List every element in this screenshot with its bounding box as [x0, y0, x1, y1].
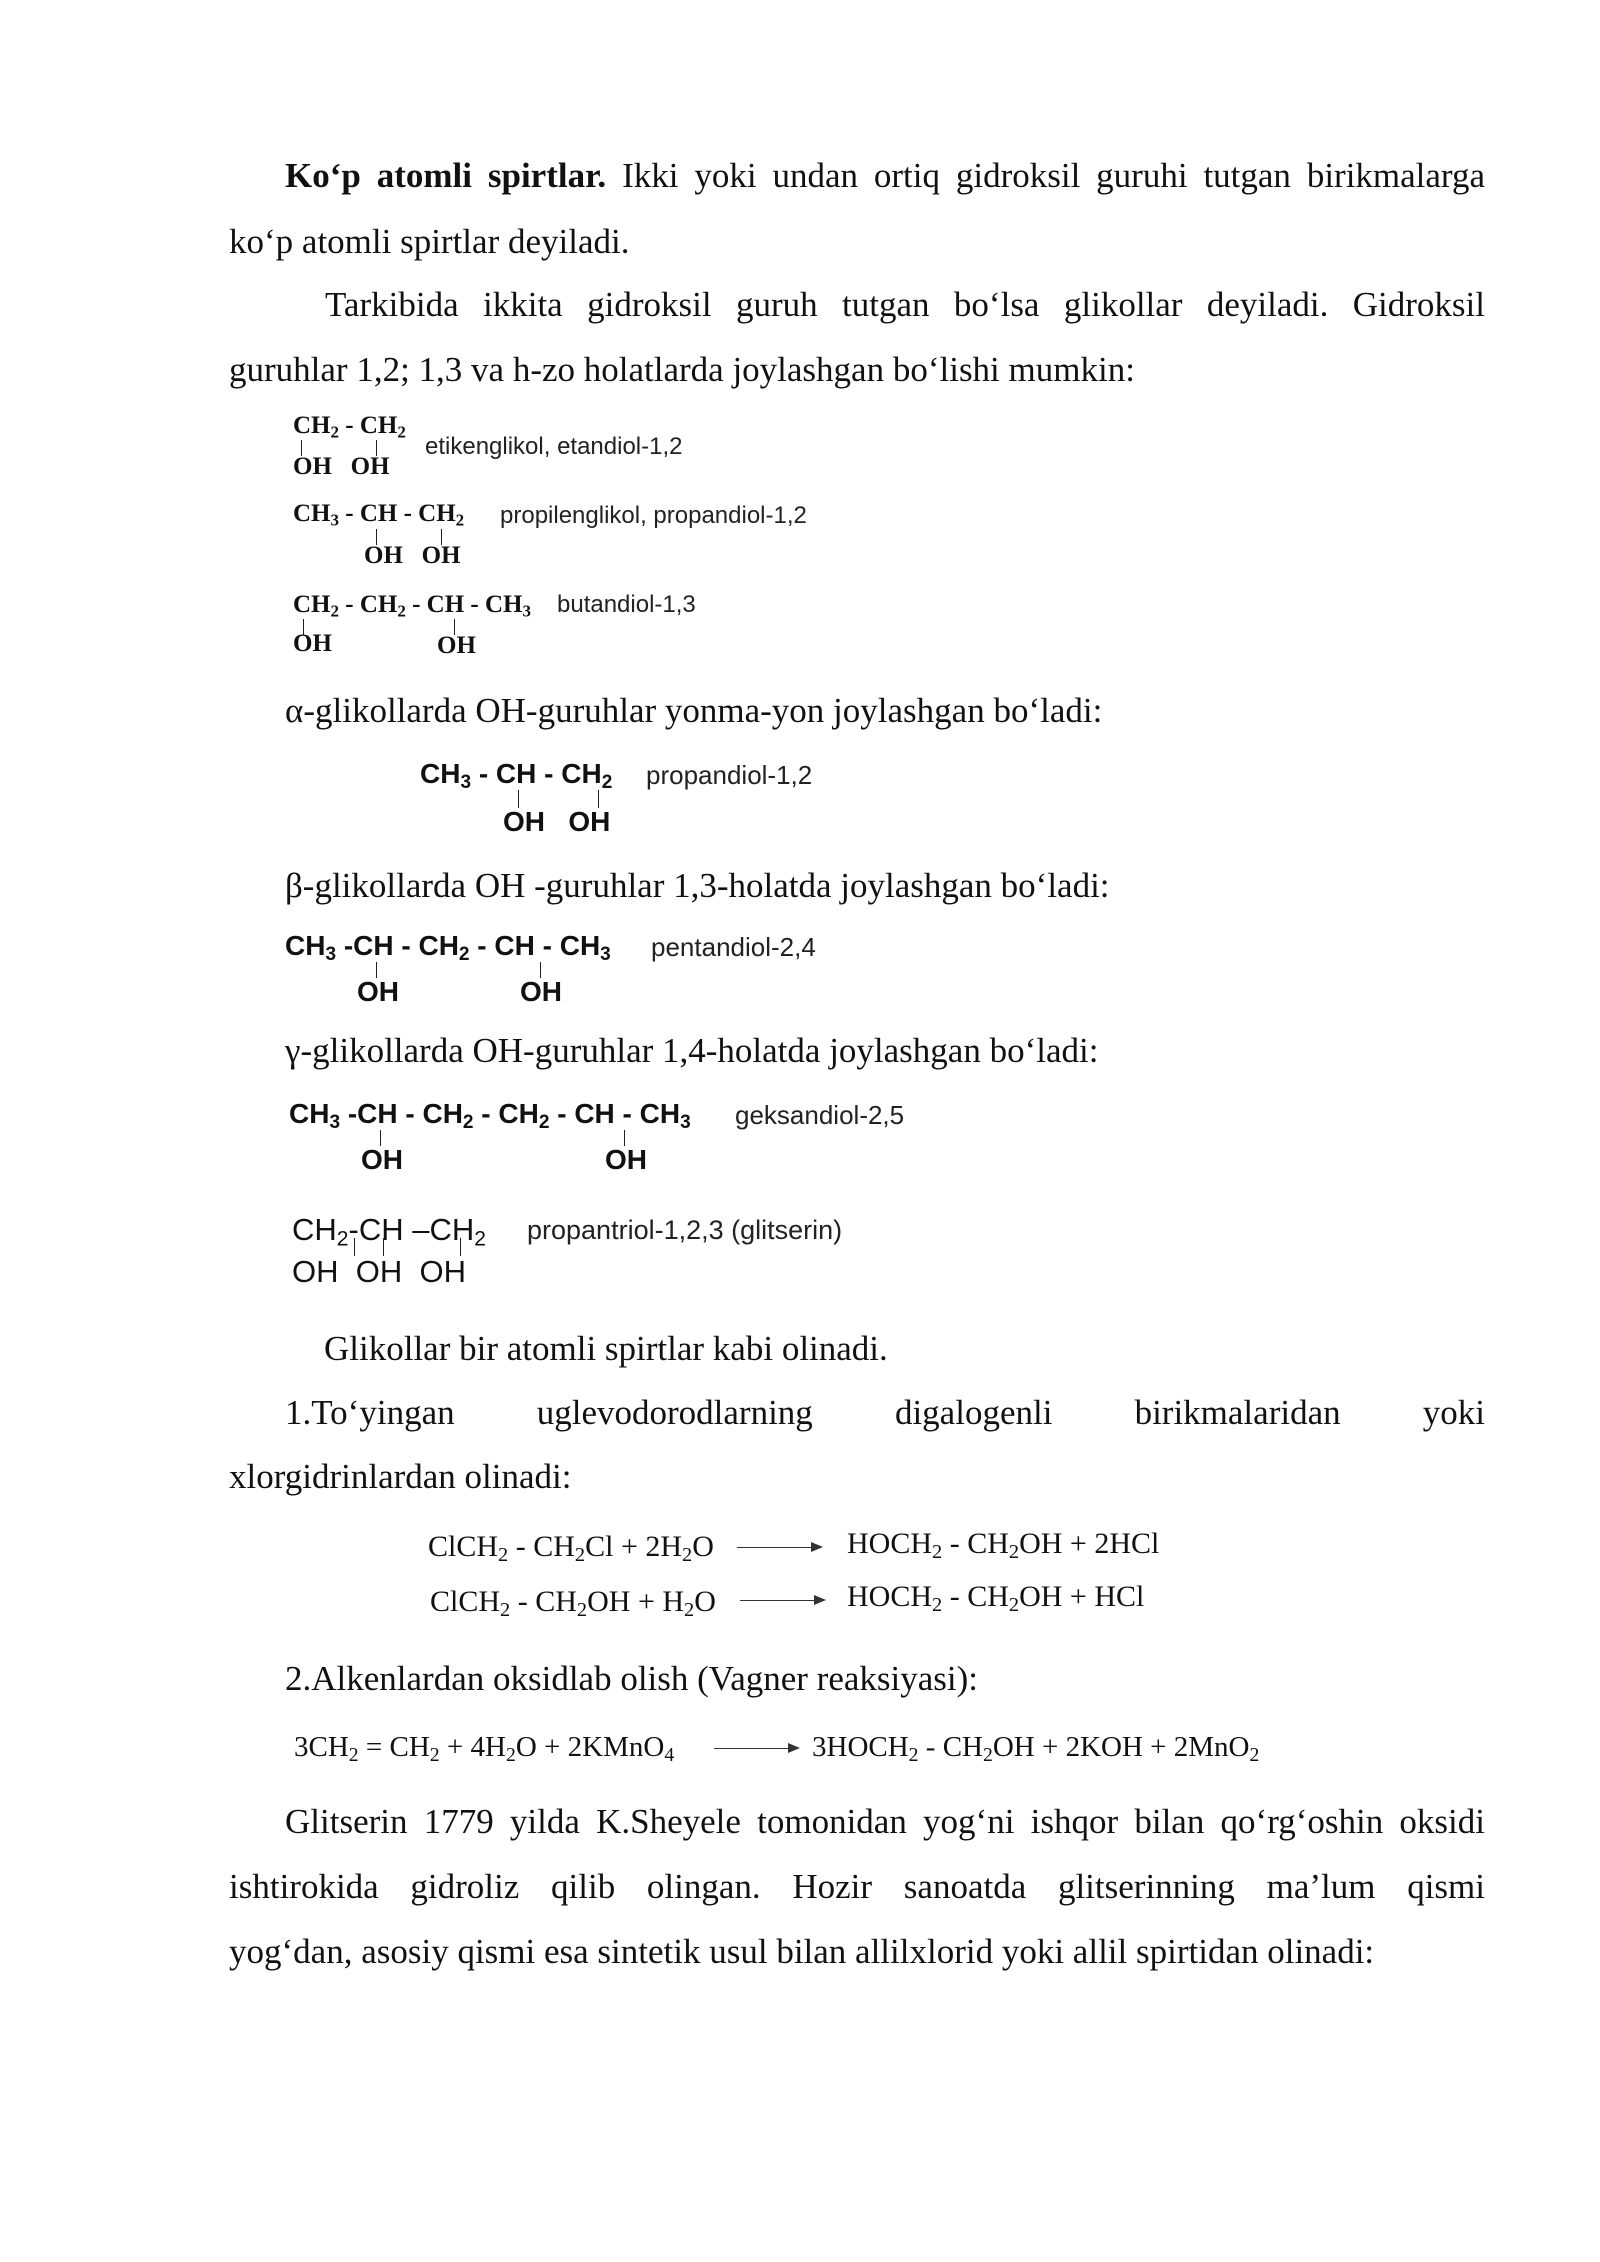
method-1-line-1: 1.To‘yingan uglevodorodlarning digalogenli birikmalaridan yoki [285, 1393, 1485, 1432]
propylene-glycol-name: propilenglikol, propandiol-1,2 [500, 502, 807, 529]
ethylene-glycol-name: etikenglikol, etandiol-1,2 [425, 433, 683, 460]
document-page: Ko‘p atomli spirtlar. Ikki yoki undan ortiq gidroksil guruhi tutgan birikmalarga ko‘p atomli spirtlar deyiladi. Tarkibida ikkita gidroksil guruh tutgan bo‘lsa glikollar deyiladi. Gidroksil guruhlar 1,2; 1,3 va h-zo holatlarda joylashgan bo‘lishi mumkin: $CH_2 - CH_2$ OH OH etikenglikol, etandiol-1,2 $CH_3$ - CH - $CH_2$ OH OH propilenglikol, propandiol-1,2 $CH_2 - CH_2$ - CH - $CH_3$ OH OH butandiol-1,3 α-glikollarda OH-guruhlar yonma-yon joylashgan bo‘ladi: $CH_3$ - CH - $CH_2$ OH OH propandiol-1,2 β-glikollarda OH -guruhlar 1,3-holatda joylashgan bo‘ladi: $CH_3$ $-CH - CH_2$ - CH - $CH_3$ OH OH pentandiol-2,4 γ-glikollarda OH-guruhlar 1,4-holatda joylashgan bo‘ladi: $CH_3$ $-CH - CH_2 - CH_2$ - CH - $CH_3$ OH OH geksandiol-2,5 $CH_2-CH$ $-CH_2$ OH OH OH propantriol-1,2,3 (glitserin) Glikollar bir atomli spirtlar kabi olinadi. 1.To‘yingan uglevodorodlarning digalogenli birikmalaridan yoki xlorgidrinlardan olinadi: ClCH$_2$ - $CH_2Cl + 2H_2O$ $HOCH_2 - CH_2OH + 2HCl$ ClCH$_2$ - $CH_2OH + H_2O$ $HOCH_2 - CH_2OH$ + HCl 2.Alkenlardan oksidlab olish (Vagner reaksiyasi): $3CH_2 = CH_2 + 4H_2O$ + 2KMnO$_4$ $3HOCH_2 - CH_2OH + 2KOH + 2MnO_2$ Glitserin 1779 yilda K.Sheyele tomonidan yog‘ni ishqor bilan qo‘rg‘oshin oksidi ishtirokida gidroliz qilib olingan. Hozir sanoatda glitserinning ma’lum qismi yog‘dan, asosiy qismi esa sintetik usul bilan allilxlorid yoki allil spirtidan olinadi: [0, 0, 1600, 2262]
alpha-example-name: propandiol-1,2 [646, 760, 813, 790]
intro-line-2: ko‘p atomli spirtlar deyiladi. [229, 222, 630, 261]
glycerin-line-2: ishtirokida gidroliz qilib olingan. Hozir sanoatda glitserinning ma’lum qismi [229, 1867, 1485, 1906]
glycerin-line-1: Glitserin 1779 yilda K.Sheyele tomonidan yog‘ni ishqor bilan qo‘rg‘oshin oksidi [285, 1802, 1485, 1841]
gamma-glycols-text: γ-glikollarda OH-guruhlar 1,4-holatda joylashgan bo‘ladi: [285, 1031, 1099, 1070]
alpha-glycols-text: α-glikollarda OH-guruhlar yonma-yon joylashgan bo‘ladi: [285, 691, 1103, 730]
method-1-line-2: xlorgidrinlardan olinadi: [229, 1457, 572, 1496]
intro-line-1 [229, 143, 1485, 209]
glycol-definition-line-2: guruhlar 1,2; 1,3 va h-zo holatlarda joylashgan bo‘lishi mumkin: [229, 350, 1135, 389]
butanediol-name: butandiol-1,3 [557, 591, 696, 618]
reaction-arrow-icon [740, 1600, 824, 1601]
beta-example-name: pentandiol-2,4 [651, 932, 816, 962]
method-2-text: 2.Alkenlardan oksidlab olish (Vagner reaksiyasi): [285, 1659, 979, 1698]
reaction-arrow-icon [737, 1547, 821, 1548]
section-heading: Ko‘p atomli spirtlar. [285, 156, 607, 195]
glycol-definition-line-1: Tarkibida ikkita gidroksil guruh tutgan bo‘lsa glikollar deyiladi. Gidroksil [325, 285, 1485, 324]
beta-glycols-text: β-glikollarda OH -guruhlar 1,3-holatda joylashgan bo‘ladi: [285, 866, 1110, 905]
gamma-example-name: geksandiol-2,5 [735, 1100, 905, 1130]
glycerol-name: propantriol-1,2,3 (glitserin) [527, 1215, 843, 1245]
glycerin-line-3: yog‘dan, asosiy qismi esa sintetik usul bilan allilxlorid yoki allil spirtidan olinadi: [229, 1932, 1375, 1971]
reaction-arrow-icon [714, 1748, 798, 1749]
prep-intro-text: Glikollar bir atomli spirtlar kabi olinadi. [324, 1329, 888, 1368]
intro-text: Ikki yoki undan ortiq gidroksil guruhi tutgan birikmalarga [622, 156, 1485, 195]
